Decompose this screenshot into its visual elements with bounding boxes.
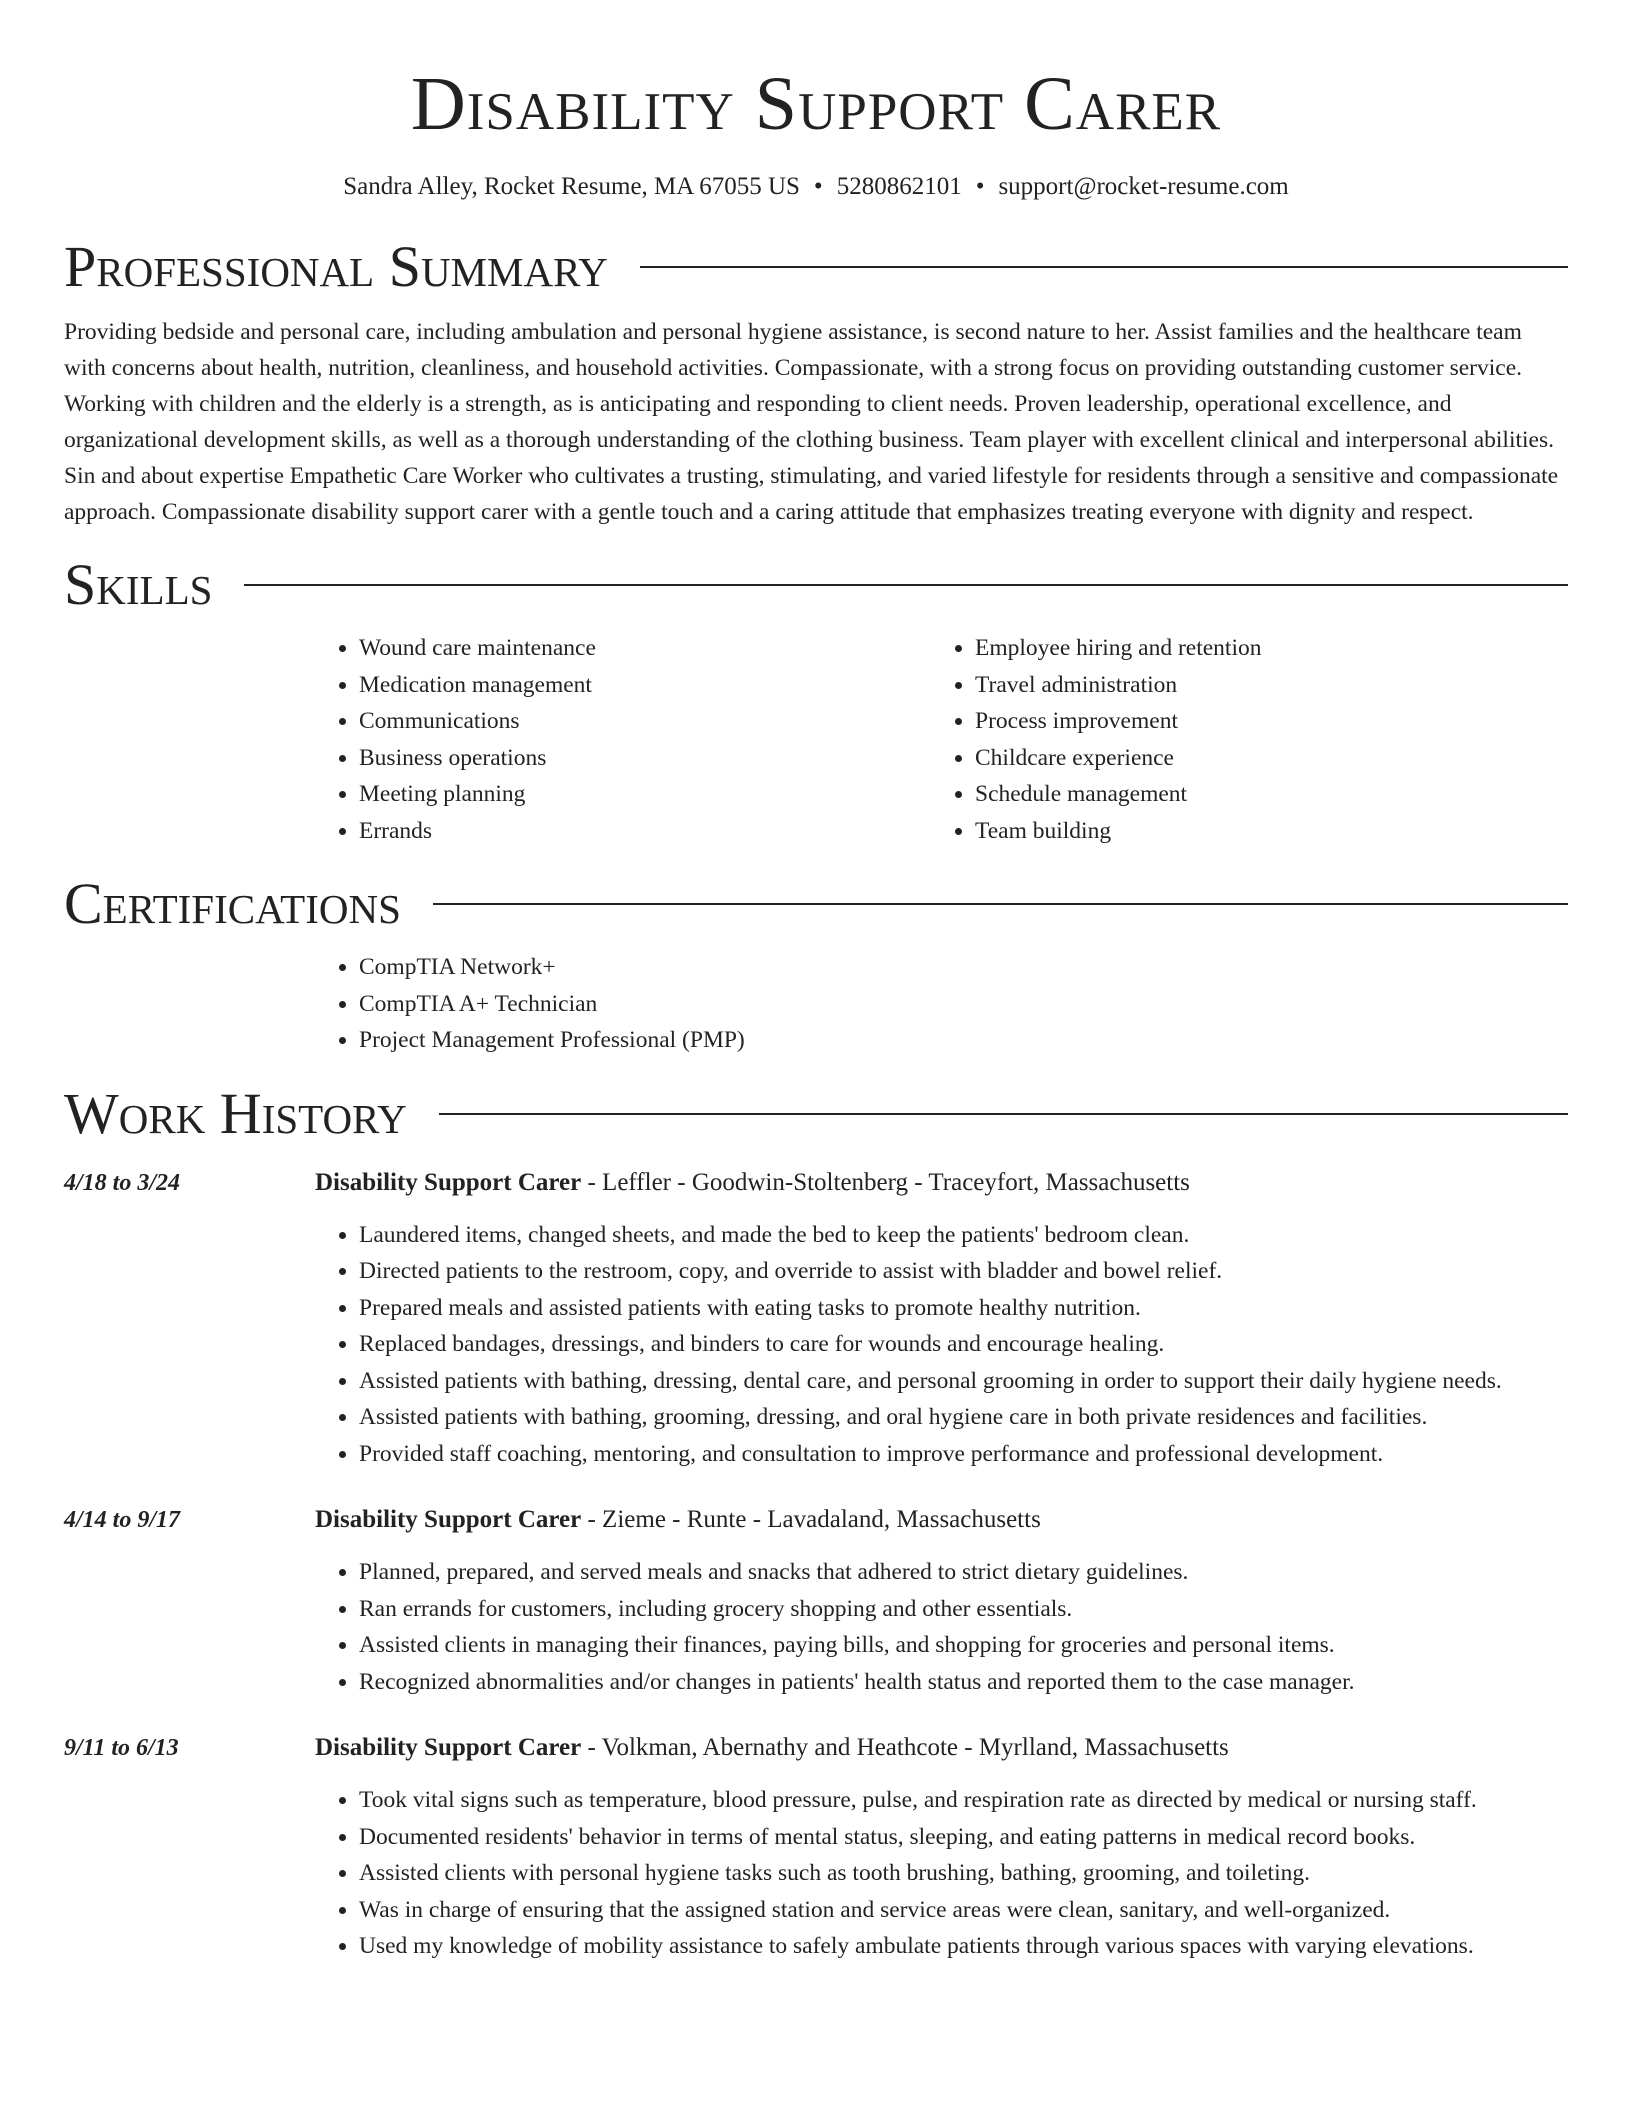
job-bullet: • Provided staff coaching, mentoring, and consultation to improve performance and professional development. xyxy=(359,1436,1568,1473)
contact-separator: • xyxy=(813,173,823,200)
job-bullet: • Assisted patients with bathing, grooming, dressing, and oral hygiene care in both private residences and facilities. xyxy=(359,1399,1568,1436)
job-bullet: • Ran errands for customers, including grocery shopping and other essentials. xyxy=(359,1591,1568,1628)
section-divider xyxy=(433,903,1568,905)
job-bullet: • Assisted clients in managing their finances, paying bills, and shopping for groceries and personal items. xyxy=(359,1627,1568,1664)
document-title: Disability Support Carer xyxy=(410,62,1222,146)
job-body xyxy=(315,1730,1568,1965)
job-dates: 4/14 to 9/17 xyxy=(64,1507,181,1533)
job-employer-location: - Zieme - Runte - Lavadaland, Massachusetts xyxy=(581,1506,1041,1533)
job-bullet: • Replaced bandages, dressings, and binders to care for wounds and encourage healing. xyxy=(359,1326,1568,1363)
job-header xyxy=(315,1730,1568,1766)
summary-heading: Professional Summary xyxy=(64,234,608,299)
summary-text: Providing bedside and personal care, including ambulation and personal hygiene assistance, is second nature to her. Assist families and the healthcare team with concerns about health, nutrition, cleanliness, and household activities. Compassionate, with a strong focus on providing outstanding customer service. Working with children and the elderly is a strength, as is anticipating and responding to client needs. Proven leadership, operational excellence, and organizational development skills, as well as a thorough understanding of the clothing business. Team player with excellent clinical and interpersonal abilities. Sin and about expertise Empathetic Care Worker who cultivates a trusting, stimulating, and varied lifestyle for residents through a sensitive and compassionate approach. Compassionate disability support carer with a gentle touch and a caring attitude that emphasizes treating everyone with dignity and respect. xyxy=(64,319,1559,525)
job-dates: 9/11 to 6/13 xyxy=(64,1735,179,1761)
certifications-bullets xyxy=(315,949,1568,1059)
resume-page xyxy=(64,0,1568,1965)
job-bullet: • Assisted clients with personal hygiene tasks such as tooth brushing, bathing, grooming, and toileting. xyxy=(359,1855,1568,1892)
job-bullet: • Took vital signs such as temperature, blood pressure, pulse, and respiration rate as directed by medical or nursing staff. xyxy=(359,1782,1568,1819)
contact-email: support@rocket-resume.com xyxy=(998,173,1289,200)
certification-item: • CompTIA A+ Technician xyxy=(359,986,1568,1023)
skill-item: • Communications xyxy=(359,703,931,740)
job-entry xyxy=(64,1502,1568,1700)
job-entry xyxy=(64,1730,1568,1965)
job-bullet: • Prepared meals and assisted patients with eating tasks to promote healthy nutrition. xyxy=(359,1290,1568,1327)
skills-heading: Skills xyxy=(64,552,213,617)
certifications-list xyxy=(315,949,1568,1059)
section-divider xyxy=(640,266,1568,268)
skill-item: • Childcare experience xyxy=(975,740,1547,777)
section-divider xyxy=(439,1113,1568,1115)
certifications-section-header xyxy=(64,871,1568,937)
skill-item: • Business operations xyxy=(359,740,931,777)
skill-item: • Team building xyxy=(975,813,1547,850)
job-body xyxy=(315,1165,1568,1473)
work-history-heading: Work History xyxy=(64,1080,407,1146)
skill-item: • Employee hiring and retention xyxy=(975,630,1547,667)
contact-address: Sandra Alley, Rocket Resume, MA 67055 US xyxy=(343,173,800,200)
skill-item: • Process improvement xyxy=(975,703,1547,740)
contact-separator: • xyxy=(975,173,985,200)
job-bullet: • Documented residents' behavior in terms of mental status, sleeping, and eating patterns in medical record books. xyxy=(359,1819,1568,1856)
job-bullet: • Laundered items, changed sheets, and made the bed to keep the patients' bedroom clean. xyxy=(359,1217,1568,1254)
job-body xyxy=(315,1502,1568,1700)
skills-list-right xyxy=(931,630,1547,849)
skills-list-left xyxy=(315,630,931,849)
contact-line xyxy=(64,170,1568,204)
job-title: Disability Support Carer xyxy=(315,1506,582,1533)
job-bullet: • Assisted patients with bathing, dressing, dental care, and personal grooming in order to support their daily hygiene needs. xyxy=(359,1363,1568,1400)
job-bullets xyxy=(315,1782,1568,1965)
work-history-section-header xyxy=(64,1081,1568,1147)
skill-item: • Meeting planning xyxy=(359,776,931,813)
skill-item: • Medication management xyxy=(359,667,931,704)
certification-item: • CompTIA Network+ xyxy=(359,949,1568,986)
skills-grid xyxy=(315,630,1568,849)
job-bullets xyxy=(315,1554,1568,1700)
job-bullets xyxy=(315,1217,1568,1473)
job-header xyxy=(315,1502,1568,1538)
job-bullet: • Used my knowledge of mobility assistance to safely ambulate patients through various spaces with varying elevations. xyxy=(359,1928,1568,1965)
job-title: Disability Support Carer xyxy=(315,1734,582,1761)
section-divider xyxy=(244,584,1568,586)
certification-item: • Project Management Professional (PMP) xyxy=(359,1022,1568,1059)
skill-item: • Errands xyxy=(359,813,931,850)
summary-section-header xyxy=(64,234,1568,300)
job-bullet: • Directed patients to the restroom, copy, and override to assist with bladder and bowel relief. xyxy=(359,1253,1568,1290)
skill-item: • Schedule management xyxy=(975,776,1547,813)
skills-section-header xyxy=(64,552,1568,618)
job-entry xyxy=(64,1165,1568,1473)
job-bullet: • Recognized abnormalities and/or changes in patients' health status and reported them to the case manager. xyxy=(359,1664,1568,1701)
job-title: Disability Support Carer xyxy=(315,1168,582,1196)
skill-item: • Travel administration xyxy=(975,667,1547,704)
contact-phone: 5280862101 xyxy=(836,173,962,200)
job-bullet: • Was in charge of ensuring that the assigned station and service areas were clean, sanitary, and well-organized. xyxy=(359,1892,1568,1929)
job-header xyxy=(315,1165,1568,1201)
skill-item: • Wound care maintenance xyxy=(359,630,931,667)
certifications-heading: Certifications xyxy=(64,871,401,936)
job-dates: 4/18 to 3/24 xyxy=(64,1169,181,1196)
job-employer-location: - Leffler - Goodwin-Stoltenberg - Traceyfort, Massachusetts xyxy=(581,1168,1190,1196)
job-bullet: • Planned, prepared, and served meals and snacks that adhered to strict dietary guidelines. xyxy=(359,1554,1568,1591)
job-employer-location: - Volkman, Abernathy and Heathcote - Myrlland, Massachusetts xyxy=(581,1734,1229,1761)
